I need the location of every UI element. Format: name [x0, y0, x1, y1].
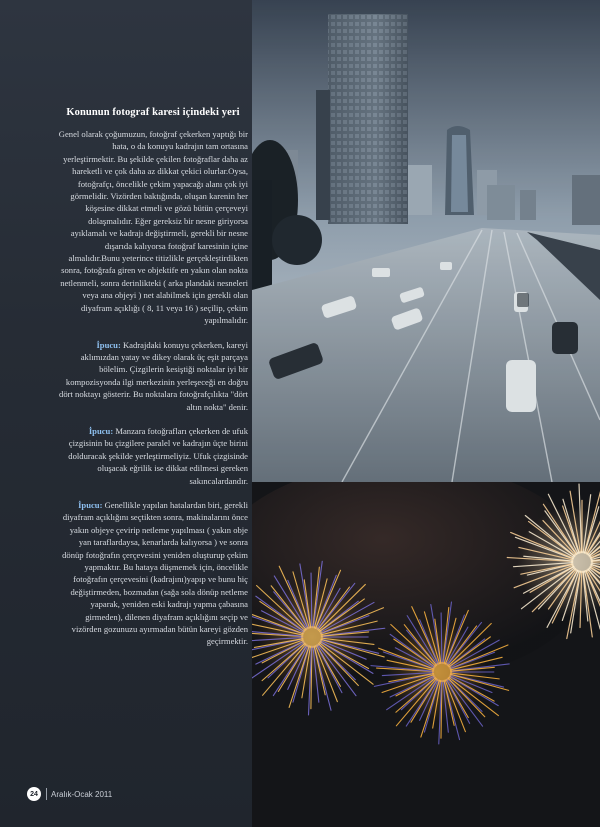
tip-paragraph-1: [58, 339, 248, 413]
fireworks-photo: [252, 482, 600, 827]
tip-label: İpucu:: [88, 425, 114, 436]
tip-paragraph-2: [58, 425, 248, 487]
tip-text: Genellikle yapılan hatalardan biri, gerekli diyafram açıklığını seçtikten sonra, makinalarını önce yakın objeye çevirip netleme yapılması ( yakın obje yan taraflardaysa, kenarlarda kalıyorsa ) ve sonra dönüp fotoğrafın çerçevesini yeniden oluşturup çekim yapmaktır. Bu hataya düşmemek için, öncelikle fotoğrafın çerçevesini (kadrajını)yapıp ve bunu hiç değiştirmeden, bozmadan (sağa sola dönüp netleme yaparak, yeniden eski kadrajı yapma çabasına girmeden), dilenen diyafram açıklığını seçip ve vizörden gozunuzu ayırmadan bütün kareyi gözden geçirmektir.: [62, 499, 248, 647]
issue-date: Aralık-Ocak 2011: [51, 789, 113, 799]
article-heading: Konunun fotograf karesi içindeki yeri: [66, 107, 240, 118]
article-column: [58, 107, 248, 660]
city-highway-photo: [252, 0, 600, 482]
tip-paragraph-3: [58, 499, 248, 648]
page-number: 24: [27, 787, 41, 801]
article-paragraph: Genel olarak çoğumuzun, fotoğraf çekerken yaptığı bir hata, o da konuyu kadrajın tam ortasına yerleştirmektir. Bu şekilde çekilen fotoğraflar daha az hareketli ve çok daha az dikkat çekici olurlar.Oysa, fotoğrafçı, öncelikle çekim yapacağı alanı çok iyi görmelidir. Vizörden baktığında, oluşan karenin her köşesine dikkat etmeli ve gözü bütün çerçeveyi dolaşmalıdır. Eğer gereksiz bir nesne giriyorsa ayıklamalı ve kadrajı değiştirmeli, gerekli bir nesne dışarıda kalıyorsa fotoğraf karesinin içine almalıdır.Bunu yeterince titizlikle gerçekleştirdikten sonra, fotoğrafa giren ve objektife en yakın olan nokta netlenmeli, sonra derinlikteki ( arka plandaki nesneleri veya ana objeyi ) net alabilmek için gerekli olan diyafram açıklığı ( 8, 11 veya 16 ) seçilip, çekim yapılmalıdır.: [58, 129, 248, 326]
page-footer: [27, 787, 112, 801]
tip-label: İpucu:: [78, 499, 103, 510]
tip-label: İpucu:: [96, 339, 121, 350]
footer-divider: [46, 788, 47, 800]
tip-text: Kadrajdaki konuyu çekerken, kareyi aklımızdan yatay ve dikey olarak üç eşit parçaya bölelim. Çizgilerin kesiştiği noktalar iyi bir kompozisyonda ilgi merkezinin yerleşeceği en doğru dört noktayı gösterir. Bu noktalara fotoğrafçılıkta "dört altın nokta" denir.: [59, 339, 248, 412]
tip-text: Manzara fotoğrafları çekerken de ufuk çizgisinin bu çizgilere paralel ve kadrajın üçte birini dolduracak şekilde yerleştirmeliyiz. Ufuk çizgisinde oluşacak eğrilik ise dikkat edilmesi gereken sakıncalardandır.: [68, 425, 248, 486]
